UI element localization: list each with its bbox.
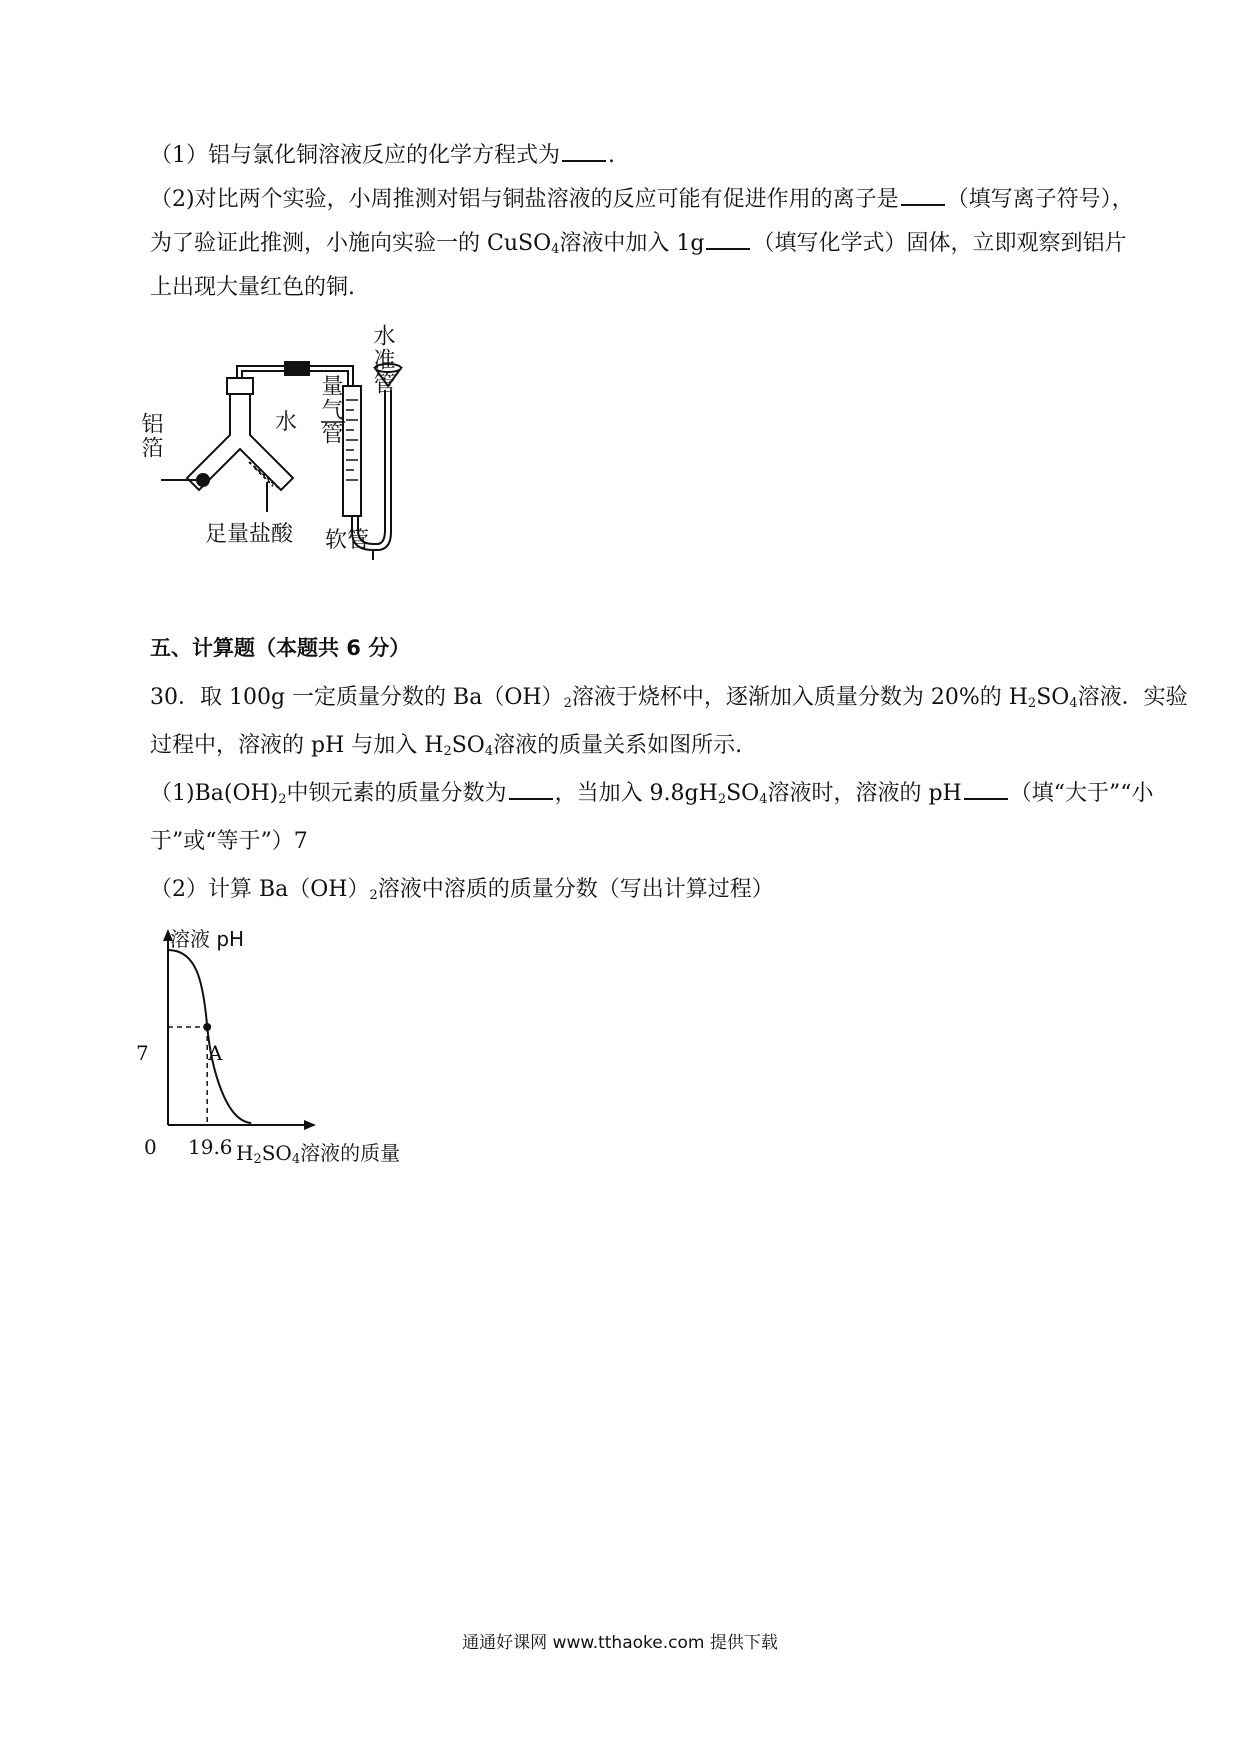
q29-part1 bbox=[150, 140, 1110, 172]
q30-text: 溶液中溶质的质量分数（写出计算过程） bbox=[377, 877, 774, 902]
subscript: 2 bbox=[369, 888, 378, 903]
section-heading: 五、计算题（本题共 6 分） bbox=[150, 636, 411, 660]
subscript: 4 bbox=[484, 744, 494, 759]
subscript: 2 bbox=[563, 696, 572, 711]
point-a bbox=[203, 1023, 211, 1031]
q29-part3-text3: （填写化学式）固体，立即观察到铝片 bbox=[752, 231, 1127, 256]
answer-blank bbox=[562, 140, 606, 162]
q29-part4-text: 上出现大量红色的铜. bbox=[150, 275, 355, 300]
y-tick-label: 7 bbox=[136, 1041, 149, 1065]
q30-text: 于”或“等于”）7 bbox=[150, 829, 308, 854]
x-axis-label-part: SO bbox=[261, 1141, 292, 1165]
q29-part4 bbox=[150, 272, 1110, 304]
x-axis-label-part: H bbox=[236, 1141, 254, 1165]
answer-blank bbox=[706, 228, 750, 250]
y-axis-label: 溶液 pH bbox=[170, 927, 245, 951]
subscript: 2 bbox=[278, 792, 287, 807]
subscript: 2 bbox=[253, 1152, 262, 1167]
ph-chart bbox=[136, 925, 450, 1170]
point-a-label: A bbox=[208, 1041, 223, 1065]
q30-part2 bbox=[150, 874, 1110, 912]
q30-text: SO bbox=[1036, 685, 1070, 710]
q30-text: （填“大于”“小 bbox=[1009, 781, 1154, 806]
acid-label: 足量盐酸 bbox=[205, 522, 294, 547]
q30-text: ，当加入 9.8gH bbox=[554, 781, 718, 806]
x-axis-arrow bbox=[304, 1120, 316, 1130]
q30-text: 中钡元素的质量分数为 bbox=[286, 781, 507, 806]
q29-part1-end: . bbox=[608, 143, 615, 168]
q29-part1-text: （1）铝与氯化铜溶液反应的化学方程式为 bbox=[150, 143, 560, 168]
x-tick-label: 19.6 bbox=[188, 1135, 233, 1159]
q30-text: SO bbox=[726, 781, 760, 806]
q30-line1 bbox=[150, 682, 1188, 720]
q30-text: （1)Ba(OH) bbox=[150, 781, 279, 806]
gas-tube-label: 量气管 bbox=[318, 374, 343, 446]
q30-text: 30．取 100g 一定质量分数的 Ba（OH） bbox=[150, 685, 564, 710]
q30-line2 bbox=[150, 730, 1110, 768]
origin-label: 0 bbox=[144, 1135, 157, 1159]
q30-text: 过程中，溶液的 pH 与加入 H bbox=[150, 733, 444, 758]
apparatus-figure bbox=[138, 324, 445, 560]
stopper bbox=[227, 378, 253, 394]
answer-blank bbox=[509, 778, 553, 800]
ph-chart-svg bbox=[140, 925, 450, 1170]
q29-part3-text: 为了验证此推测，小施向实验一的 CuSO bbox=[150, 231, 552, 256]
subscript: 4 bbox=[1069, 696, 1078, 711]
q30-text: 溶液时，溶液的 pH bbox=[767, 781, 962, 806]
water-label: 水 bbox=[275, 410, 298, 435]
q30-text: （2）计算 Ba（OH） bbox=[150, 877, 370, 902]
foil-label: 铝箔 bbox=[138, 412, 163, 460]
q29-part3-text2: 溶液中加入 1g bbox=[559, 231, 705, 256]
answer-blank bbox=[901, 184, 945, 206]
q29-part2 bbox=[150, 184, 1134, 216]
x-axis-label bbox=[236, 1137, 400, 1167]
subscript: 4 bbox=[551, 242, 560, 257]
q29-part2-hint: （填写离子符号）， bbox=[946, 187, 1134, 212]
footer: 通通好课网 www.tthaoke.com 提供下载 bbox=[462, 1633, 778, 1653]
subscript: 2 bbox=[717, 792, 727, 807]
ph-curve bbox=[168, 950, 251, 1123]
level-tube-label: 水准管 bbox=[370, 324, 395, 396]
apparatus-drawing bbox=[145, 350, 445, 560]
q30-part1 bbox=[150, 778, 1154, 816]
gas-measuring-tube bbox=[343, 386, 361, 516]
answer-blank bbox=[964, 778, 1008, 800]
subscript: 2 bbox=[1027, 696, 1037, 711]
pipe-clamp bbox=[285, 362, 309, 375]
x-axis-label-part: 溶液的质量 bbox=[300, 1141, 401, 1165]
q29-part3 bbox=[150, 228, 1127, 266]
q29-part2-text: （2)对比两个实验，小周推测对铝与铜盐溶液的反应可能有促进作用的离子是 bbox=[150, 187, 899, 212]
q30-text: 溶液于烧杯中，逐渐加入质量分数为 20%的 H bbox=[571, 685, 1028, 710]
q30-part1-cont bbox=[150, 826, 1110, 858]
hose-label: 软管 bbox=[325, 528, 370, 553]
q30-text: SO bbox=[451, 733, 485, 758]
subscript: 4 bbox=[291, 1152, 301, 1167]
q30-text: 溶液．实验 bbox=[1077, 685, 1188, 710]
q30-text: 溶液的质量关系如图所示. bbox=[493, 733, 743, 758]
subscript: 4 bbox=[759, 792, 768, 807]
subscript: 2 bbox=[443, 744, 452, 759]
